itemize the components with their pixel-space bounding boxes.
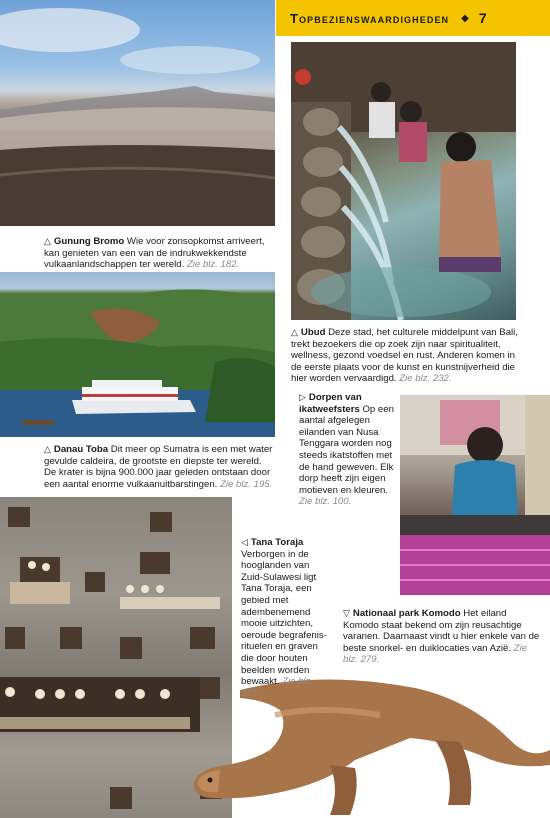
caption-dorpen-ikatweefsters <box>299 392 395 508</box>
lake-ferry-illustration <box>0 272 275 437</box>
photo-gunung-bromo <box>0 0 275 226</box>
caption-ubud <box>291 327 523 385</box>
caption-title: Tana Toraja <box>250 537 304 548</box>
caption-text: Wie voor zonsopkomst arriveert, kan genieten van een van de indrukwekkendste vulkaanlandschappen ter wereld. <box>44 236 265 271</box>
page-reference: Zie blz. 232. <box>399 373 452 385</box>
triangle-left-icon: ◁ <box>241 537 248 547</box>
caption-nationaal-park-komodo <box>343 608 543 666</box>
weaver-illustration <box>400 395 550 595</box>
triangle-up-icon: △ <box>44 444 51 454</box>
caption-text: Het eiland Komodo staat bekend om zijn reusachtige varanen. Daarnaast vindt u hier enkele van de beste snorkel- en duiklocaties van Azië. <box>343 608 540 654</box>
photo-komodo-dragon <box>180 670 550 818</box>
page-reference: Zie blz. 279. <box>343 642 527 666</box>
caption-gunung-bromo <box>44 236 270 271</box>
caption-danau-toba <box>44 444 274 490</box>
photo-ubud-temple-bath <box>291 42 516 320</box>
caption-title: Nationaal park Komodo <box>352 608 461 619</box>
diamond-icon: ◆ <box>461 12 469 24</box>
caption-title: Gunung Bromo <box>53 236 125 247</box>
caption-tana-toraja <box>241 537 333 699</box>
caption-text: Op een aantal afgelegen eilanden van Nusa Tenggara worden nog steeds ikatstoffen met de hand geweven. Elk dorp heeft zijn eigen motieven en kleuren. <box>299 403 394 496</box>
caption-text: Deze stad, het culturele middelpunt van Bali, trekt bezoekers die op zoek zijn naar spiritualiteit, wellness, gezond voedsel en rust. Anderen komen in de eerste plaats voor de kunst en kunstnijverheid die hier worden vervaardigd. <box>291 327 518 385</box>
komodo-dragon-illustration <box>180 670 550 818</box>
triangle-right-icon: ▷ <box>299 392 306 402</box>
caption-text: Dit meer op Sumatra is een met water gevulde caldeira, de grootste en diepste ter wereld. De krater is bijna 900.000 jaar geleden ontstaan door een aantal enorme vulkaanuitbarstingen. <box>44 444 273 490</box>
caption-title: Danau Toba <box>53 444 109 455</box>
section-title: Topbezienswaardigheden <box>290 10 450 26</box>
section-header-bar <box>276 0 550 36</box>
caption-text: Verborgen in de hooglanden van Zuid-Sulawesi ligt Tana Toraja, een gebied met adembenemend mooie uitzichten, oeroude begrafenisrituelen en graven die door houten beelden worden bewaakt. <box>241 548 327 688</box>
page-reference: Zie blz. 182. <box>186 259 240 271</box>
page-number: 7 <box>478 10 487 26</box>
photo-ikat-weaver <box>400 395 550 595</box>
triangle-down-icon: ▽ <box>343 608 350 618</box>
volcano-landscape-illustration <box>0 0 275 226</box>
page-reference: Zie blz. 327. <box>241 676 314 699</box>
triangle-up-icon: △ <box>291 327 298 337</box>
page-reference: Zie blz. 100. <box>299 496 352 508</box>
triangle-up-icon: △ <box>44 236 51 246</box>
caption-title: Ubud <box>300 327 326 338</box>
holy-spring-illustration <box>291 42 516 320</box>
caption-title: Dorpen van ikatweefsters <box>299 392 362 415</box>
page-reference: Zie blz. 195. <box>220 478 273 490</box>
photo-danau-toba <box>0 272 275 437</box>
